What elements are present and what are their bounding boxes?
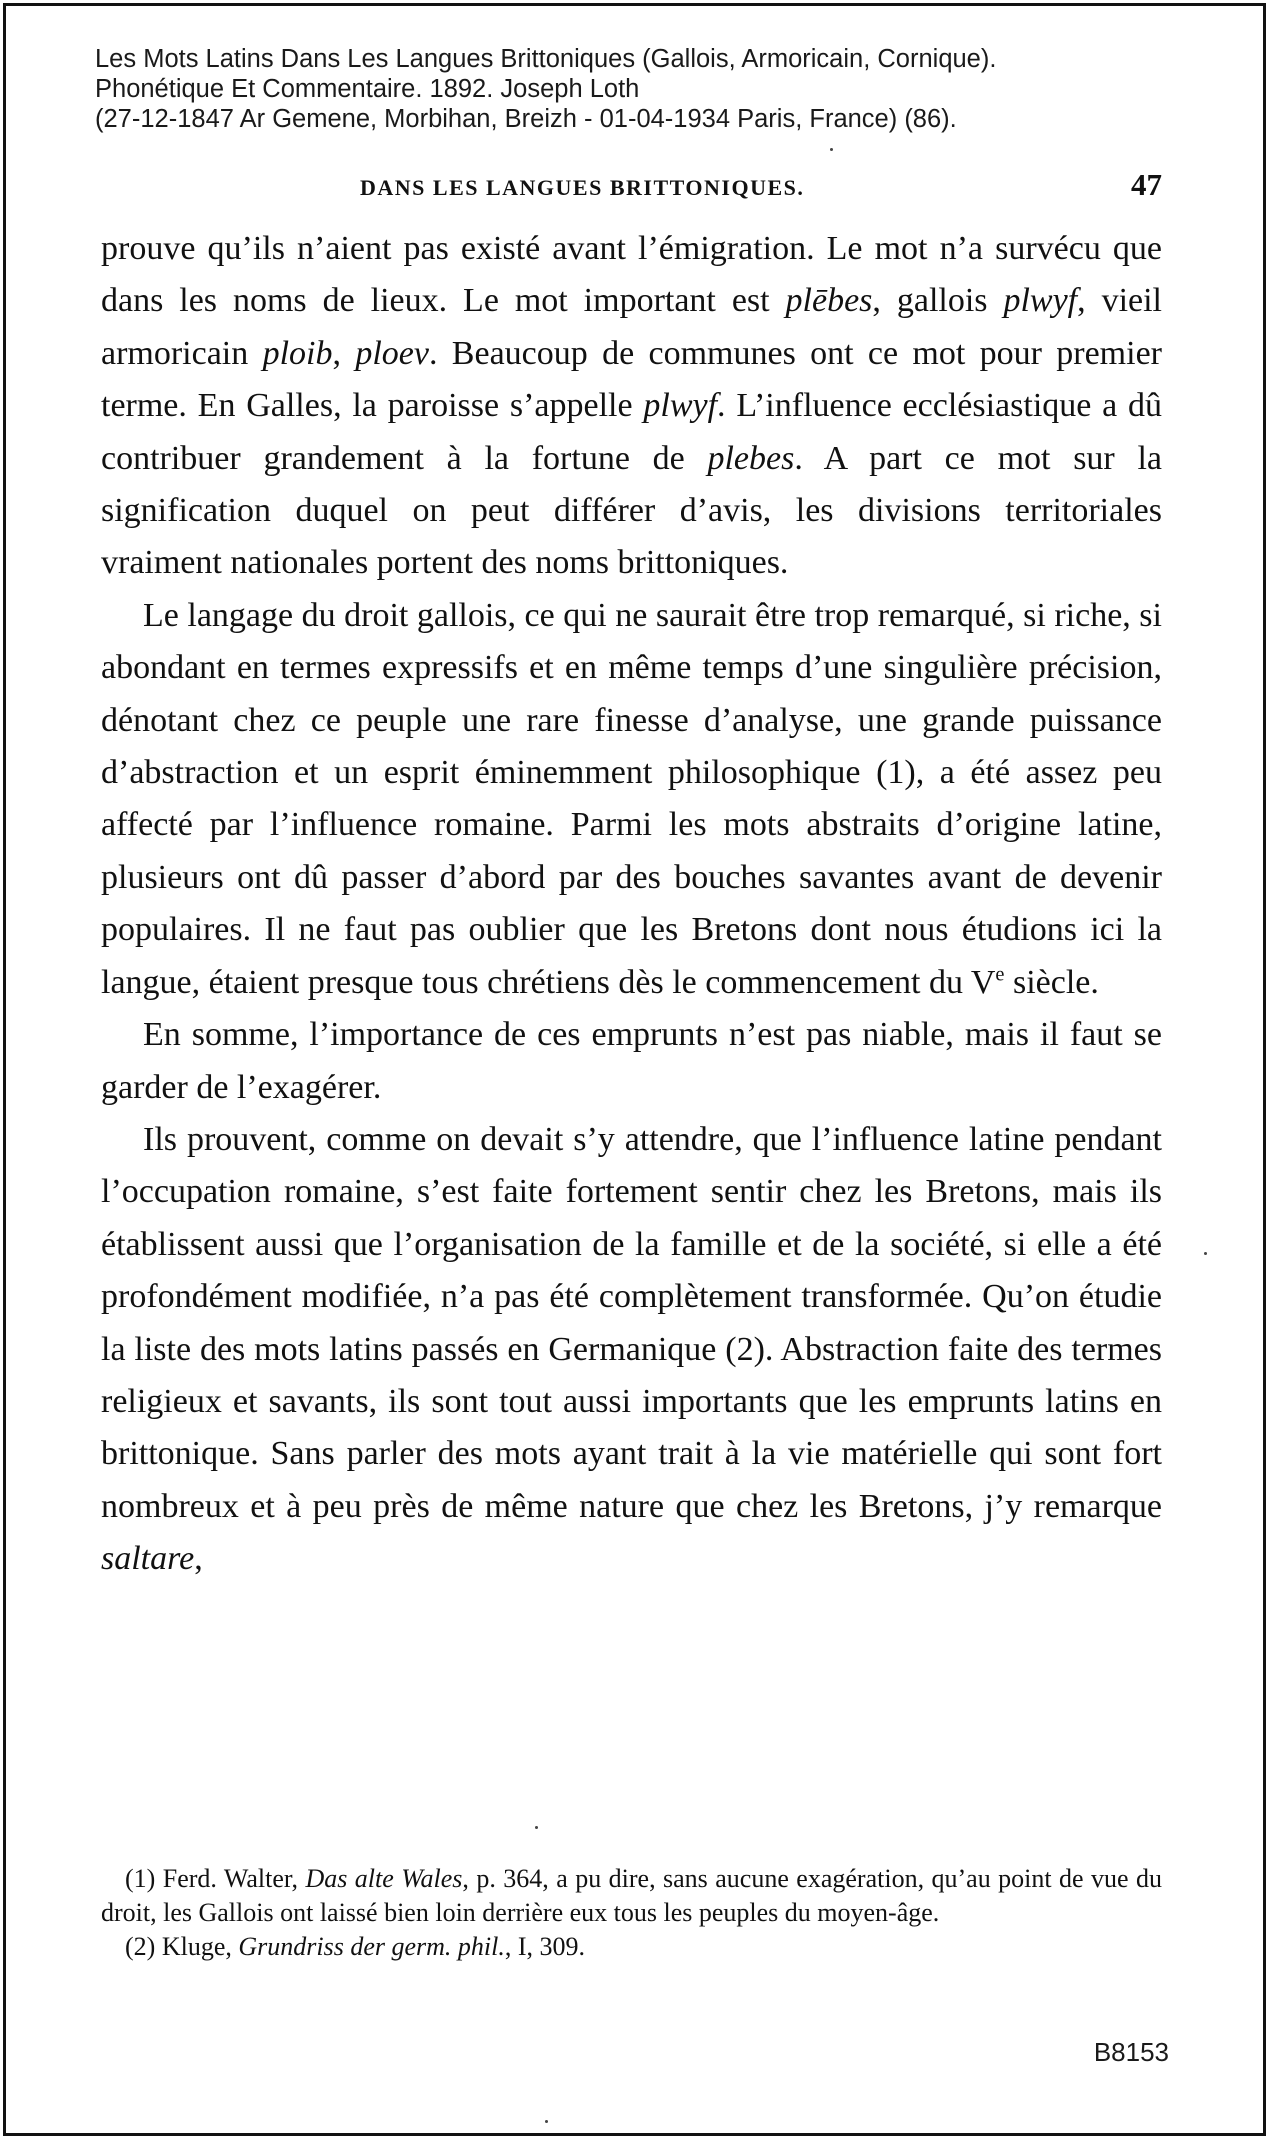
scan-speck: [1204, 1252, 1207, 1255]
p1-italic-plebes-2: plebes: [707, 439, 795, 477]
fn1-text-2: , p. 364, a pu dire, sans aucune exagération, qu’au point de vue du droit, les Gallois ont laissé bien loin derrière eux tous les peuples du moyen-âge.: [101, 1864, 1163, 1927]
paragraph-2: [101, 590, 1162, 1009]
p1-text-6: . L’influence ecclésiastique a dû contribuer grandement à la fortune de: [101, 387, 1163, 477]
p2-text-2: siècle.: [1004, 963, 1099, 1001]
fn2-text-1: (2) Kluge,: [125, 1932, 239, 1961]
paragraph-3: En somme, l’importance de ces emprunts n’est pas niable, mais il faut se garder de l’exagérer.: [101, 1016, 1162, 1106]
p1-italic-plwyf-2: plwyf: [643, 387, 718, 425]
fn1-text-1: (1) Ferd. Walter,: [125, 1864, 306, 1893]
fn2-italic-title: Grundriss der germ. phil.: [238, 1932, 505, 1961]
p4-italic-saltare: saltare: [101, 1540, 195, 1578]
p2-superscript: e: [995, 963, 1005, 986]
paragraph-4: [101, 1114, 1162, 1586]
p1-italic-plebes: plēbes: [785, 282, 873, 320]
scan-speck: [830, 148, 833, 151]
footnote-1: [101, 1862, 1162, 1930]
catalog-header: [95, 44, 1215, 134]
page-number: 47: [1131, 167, 1162, 202]
p1-text-5: . Beaucoup de communes ont ce mot pour premier terme. En Galles, la paroisse s’appelle: [101, 334, 1162, 425]
scan-speck: [535, 1826, 538, 1829]
header-line-2: Phonétique Et Commentaire. 1892. Joseph Loth: [95, 75, 640, 103]
paragraph-1: [101, 223, 1162, 590]
header-line-3: (27-12-1847 Ar Gemene, Morbihan, Breizh - 01-04-1934 Paris, France) (86).: [95, 105, 957, 133]
p1-text-2: , gallois: [872, 282, 1004, 320]
p1-italic-plwyf: plwyf: [1003, 282, 1078, 320]
reference-code: B8153: [1093, 2037, 1169, 2067]
p1-text-4: ,: [332, 334, 356, 372]
scan-speck: [545, 2120, 548, 2123]
fn2-text-2: , I, 309.: [504, 1932, 586, 1961]
p4-text-2: ,: [194, 1540, 203, 1578]
running-title: DANS LES LANGUES BRITTONIQUES.: [360, 175, 805, 200]
running-head: [100, 167, 1162, 207]
p1-text-7: . A part ce mot sur la signification duquel on peut différer d’avis, les divisions territoriales vraiment nationales portent des noms brittoniques.: [101, 439, 1163, 582]
header-line-1: Les Mots Latins Dans Les Langues Brittoniques (Gallois, Armoricain, Cornique).: [95, 45, 997, 73]
footnote-2: [101, 1930, 1162, 1964]
fn1-italic-title: Das alte Wales: [305, 1864, 463, 1893]
body-text: [101, 223, 1162, 1586]
p4-text-1: Ils prouvent, comme on devait s’y attendre, que l’influence latine pendant l’occupation romaine, s’est faite fortement sentir chez les Bretons, mais ils établissent aussi que l’organisation de la famille et de la société, si elle a été profondément modifiée, n’a pas été complètement transformée. Qu’on étudie la liste des mots latins passés en Germanique (2). Abstraction faite des termes religieux et savants, ils sont tout aussi importants que les emprunts latins en brittonique. Sans parler des mots ayant trait à la vie matérielle qui sont fort nombreux et à peu près de même nature que chez les Bretons, j’y remarque: [101, 1120, 1162, 1525]
p1-text-1: prouve qu’ils n’aient pas existé avant l’émigration. Le mot n’a survécu que dans les noms de lieux. Le mot important est: [101, 230, 1162, 320]
footnotes: [101, 1862, 1162, 1964]
p1-italic-ploev: ploev: [355, 334, 429, 372]
p1-text-3: , vieil armoricain: [101, 282, 1162, 372]
p1-italic-ploib: ploib: [262, 334, 333, 372]
p2-text-1: Le langage du droit gallois, ce qui ne saurait être trop remarqué, si riche, si abondant en termes expressifs et en même temps d’une singulière précision, dénotant chez ce peuple une rare finesse d’analyse, une grande puissance d’abstraction et un esprit éminemment philosophique (1), a été assez peu affecté par l’influence romaine. Parmi les mots abstraits d’origine latine, plusieurs ont dû passer d’abord par des bouches savantes avant de devenir populaires. Il ne faut pas oublier que les Bretons dont nous étudions ici la langue, étaient presque tous chrétiens dès le commencement du V: [101, 596, 1162, 1001]
